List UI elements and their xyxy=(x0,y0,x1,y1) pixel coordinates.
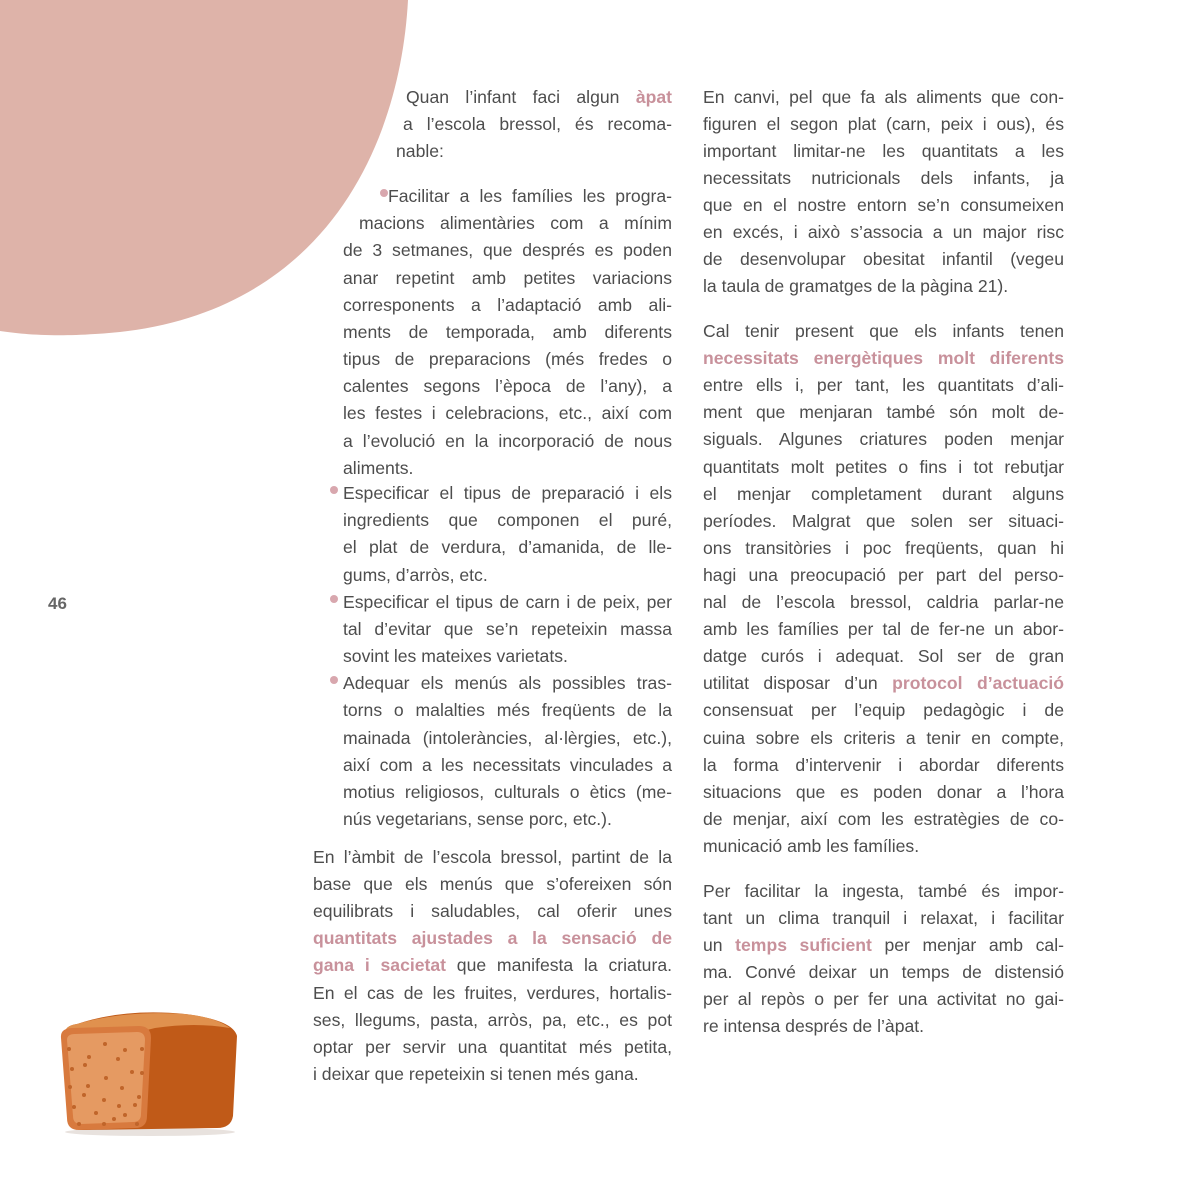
text-line xyxy=(343,346,672,373)
text-line xyxy=(703,932,1064,959)
text-line xyxy=(703,616,1064,643)
text-line xyxy=(703,426,1064,453)
text-line xyxy=(343,534,672,561)
text-segment: torns o malalties més freqüents de la xyxy=(343,700,672,721)
text-line xyxy=(313,952,672,979)
bullet-dot-icon xyxy=(330,595,338,603)
text-segment: anar repetint amb petites variacions xyxy=(343,267,672,288)
text-segment: de 3 setmanes, que després es poden xyxy=(343,240,672,261)
text-line xyxy=(343,373,672,400)
text-segment: de desenvolupar obesitat infantil (vegeu xyxy=(703,249,1064,269)
text-line xyxy=(703,454,1064,481)
bread-loaf-icon xyxy=(55,1008,245,1138)
text-line xyxy=(703,878,1064,905)
text-segment: important limitar-ne les quantitats a les xyxy=(703,141,1064,161)
text-line xyxy=(313,898,672,925)
text-line xyxy=(313,925,672,952)
text-segment: tant un clima tranquil i relaxat, i facilitar xyxy=(703,908,1064,928)
text-segment: les festes i celebracions, etc., així com xyxy=(343,403,672,424)
text-segment: ingredients que componen el puré, xyxy=(343,510,672,531)
text-segment: nal de l’escola bressol, caldria parlar-ne xyxy=(703,592,1064,612)
text-line xyxy=(313,1061,672,1088)
text-segment: nús vegetarians, sense porc, etc.). xyxy=(343,809,612,830)
text-line xyxy=(703,905,1064,932)
highlighted-term: temps suficient xyxy=(735,935,872,955)
text-line xyxy=(313,1007,672,1034)
text-segment: aliments. xyxy=(343,457,414,478)
text-line xyxy=(703,779,1064,806)
text-line xyxy=(703,697,1064,724)
text-segment: a l’escola bressol, és recoma- xyxy=(403,114,672,134)
text-segment: i deixar que repeteixin si tenen més gana. xyxy=(313,1063,639,1084)
text-segment: En el cas de les fruites, verdures, hortalis- xyxy=(313,982,672,1003)
text-line xyxy=(703,399,1064,426)
text-segment: Adequar els menús als possibles tras- xyxy=(343,673,672,694)
text-segment: tipus de preparacions (més fredes o xyxy=(343,349,672,370)
text-segment: que en el nostre entorn se’n consumeixen xyxy=(703,195,1064,215)
text-line xyxy=(703,806,1064,833)
text-line xyxy=(703,833,1064,860)
text-segment: ons transitòries i poc freqüents, quan hi xyxy=(703,537,1064,558)
text-line xyxy=(343,428,672,455)
text-line xyxy=(343,779,672,806)
text-segment: Per facilitar la ingesta, també és impor- xyxy=(703,881,1064,901)
text-segment: gums, d’arròs, etc. xyxy=(343,564,488,585)
page-number: 46 xyxy=(48,594,67,613)
text-line xyxy=(343,806,672,833)
text-line xyxy=(703,1013,1064,1040)
text-segment: Cal tenir present que els infants tenen xyxy=(703,321,1064,341)
text-line xyxy=(343,752,672,779)
text-segment: utilitat disposar d’un xyxy=(703,673,893,694)
text-segment: siguals. Algunes criatures poden menjar xyxy=(703,429,1064,450)
text-segment: macions alimentàries com a mínim xyxy=(359,213,672,234)
text-segment: figuren el segon plat (carn, peix i ous), és xyxy=(703,114,1064,134)
text-line xyxy=(343,455,672,482)
text-line xyxy=(703,219,1064,246)
text-segment: en excés, i això s’associa a un major risc xyxy=(703,222,1064,242)
text-line xyxy=(403,111,672,138)
text-line xyxy=(313,871,672,898)
text-line xyxy=(703,589,1064,616)
text-segment: base que els menús que s’ofereixen són xyxy=(313,874,672,895)
text-line xyxy=(343,562,672,589)
text-segment: amb les famílies per tal de fer-ne un abor- xyxy=(703,619,1064,640)
text-segment: ment que menjaran també són molt de- xyxy=(703,402,1064,423)
text-segment: municació amb les famílies. xyxy=(703,835,920,856)
text-segment: motius religiosos, culturals o ètics (me- xyxy=(343,781,672,802)
text-segment: tal d’evitar que se’n repeteixin massa xyxy=(343,618,672,639)
text-line xyxy=(703,670,1064,697)
text-line xyxy=(703,246,1064,273)
text-segment: ments de temporada, amb diferents xyxy=(343,321,672,342)
text-line xyxy=(703,535,1064,562)
text-line xyxy=(343,292,672,319)
bullet-dot-icon xyxy=(330,676,338,684)
text-line xyxy=(388,183,672,210)
text-line xyxy=(703,345,1064,372)
text-line xyxy=(313,1034,672,1061)
text-line xyxy=(343,616,672,643)
highlighted-term: quantitats ajustades a la sensació de xyxy=(313,928,672,949)
text-segment: optar per servir una quantitat més petita, xyxy=(313,1036,672,1057)
text-segment: per al repòs o per fer una activitat no gai- xyxy=(703,989,1064,1009)
text-line xyxy=(396,138,672,165)
text-segment: datge curós i adequat. Sol ser de gran xyxy=(703,646,1064,667)
text-line xyxy=(343,507,672,534)
text-line xyxy=(343,265,672,292)
text-line xyxy=(703,84,1064,111)
text-segment: cuina sobre els criteris a tenir en compte, xyxy=(703,727,1064,748)
text-segment: entre ells i, per tant, les quantitats d’ali- xyxy=(703,375,1064,396)
text-line xyxy=(703,725,1064,752)
text-segment: ma. Convé deixar un temps de distensió xyxy=(703,962,1064,982)
text-line xyxy=(359,210,672,237)
text-segment: per menjar amb cal- xyxy=(871,935,1064,955)
text-line xyxy=(703,752,1064,779)
text-segment: corresponents a l’adaptació amb ali- xyxy=(343,294,672,315)
text-line xyxy=(703,986,1064,1013)
text-segment: el plat de verdura, d’amanida, de lle- xyxy=(343,537,672,558)
text-line xyxy=(703,508,1064,535)
text-segment: Especificar el tipus de preparació i els xyxy=(343,483,672,503)
text-segment: consensuat per l’equip pedagògic i de xyxy=(703,700,1064,721)
text-line xyxy=(313,980,672,1007)
text-segment: situacions que es poden donar a l’hora xyxy=(703,781,1064,802)
text-segment: Quan l’infant faci algun xyxy=(406,87,636,107)
text-segment: períodes. Malgrat que solen ser situaci- xyxy=(703,510,1064,531)
highlighted-term: protocol d’actuació xyxy=(892,673,1064,694)
text-line xyxy=(703,372,1064,399)
highlighted-term: àpat xyxy=(635,87,672,107)
text-line xyxy=(703,192,1064,219)
text-line xyxy=(343,643,672,670)
text-line xyxy=(343,319,672,346)
text-line xyxy=(703,643,1064,670)
text-segment: de menjar, així com les estratègies de co- xyxy=(703,808,1064,829)
text-segment: a l’evolució en la incorporació de nous xyxy=(343,430,672,451)
bullet-dot-icon xyxy=(380,189,388,197)
text-segment: així com a les necessitats vinculades a xyxy=(343,754,672,775)
text-segment: hagi una preocupació per part del perso- xyxy=(703,564,1064,585)
text-segment: sovint les mateixes varietats. xyxy=(343,646,568,667)
text-segment: necessitats nutricionals dels infants, ja xyxy=(703,168,1064,188)
text-line xyxy=(343,480,672,507)
text-segment: un xyxy=(703,935,736,955)
text-line xyxy=(703,138,1064,165)
text-line xyxy=(343,697,672,724)
text-segment: En canvi, pel que fa als aliments que con- xyxy=(703,87,1064,107)
text-segment: que manifesta la criatura. xyxy=(446,955,672,976)
highlighted-term: necessitats energètiques molt diferents xyxy=(703,348,1064,369)
highlighted-term: gana i sacietat xyxy=(313,955,447,976)
bullet-dot-icon xyxy=(330,486,338,494)
text-line xyxy=(343,237,672,264)
text-line xyxy=(343,589,672,616)
text-segment: quantitats molt petites o fins i tot rebutjar xyxy=(703,456,1064,477)
text-line xyxy=(703,959,1064,986)
text-segment: equilibrats i saludables, cal oferir unes xyxy=(313,901,672,922)
text-segment: re intensa després de l’àpat. xyxy=(703,1016,925,1036)
text-line xyxy=(703,318,1064,345)
text-line xyxy=(703,111,1064,138)
text-line xyxy=(343,670,672,697)
text-segment: Especificar el tipus de carn i de peix, per xyxy=(343,591,672,612)
text-line xyxy=(406,84,672,111)
text-segment: la forma d’intervenir i abordar diferents xyxy=(703,754,1064,775)
text-line xyxy=(343,400,672,427)
text-line xyxy=(313,844,672,871)
text-segment: calentes segons l’època de l’any), a xyxy=(343,376,672,397)
text-segment: En l’àmbit de l’escola bressol, partint de la xyxy=(313,847,672,867)
text-segment: ses, llegums, pasta, arròs, pa, etc., es pot xyxy=(313,1009,672,1030)
text-segment: el menjar completament durant alguns xyxy=(703,483,1064,504)
text-line xyxy=(343,725,672,752)
text-line xyxy=(703,165,1064,192)
text-segment: Facilitar a les famílies les progra- xyxy=(388,186,672,206)
text-segment: la taula de gramatges de la pàgina 21). xyxy=(703,276,1009,296)
text-segment: mainada (intoleràncies, al·lèrgies, etc.), xyxy=(343,727,672,748)
text-line xyxy=(703,562,1064,589)
text-segment: nable: xyxy=(396,141,444,161)
text-line xyxy=(703,273,1064,300)
text-line xyxy=(703,481,1064,508)
